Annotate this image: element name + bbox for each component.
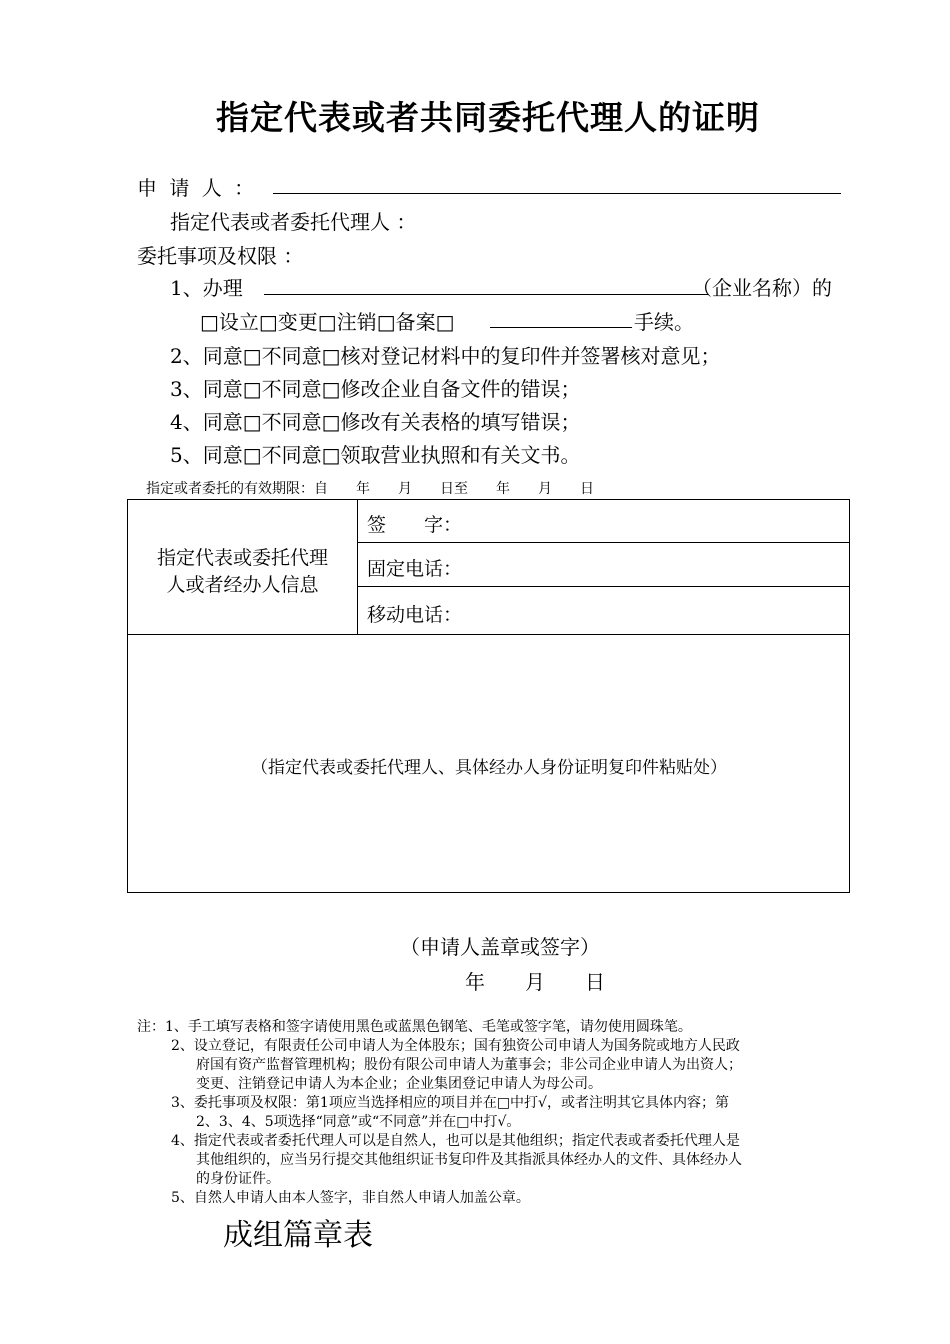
item4[interactable]: 4、同意□不同意□修改有关表格的填写错误； — [170, 410, 581, 434]
other-procedure-field[interactable] — [490, 327, 632, 328]
agent-info-label-line1: 指定代表或委托代理 — [156, 547, 328, 569]
item3[interactable]: 3、同意□不同意□修改企业自备文件的错误； — [170, 377, 581, 401]
note-4b: 其他组织的，应当另行提交其他组织证书复印件及其指派具体经办人的文件、具体经办人 — [196, 1152, 742, 1168]
page-title: 指定代表或者共同委托代理人的证明 — [216, 98, 760, 137]
item2[interactable]: 2、同意□不同意□核对登记材料中的复印件并签署核对意见； — [170, 344, 721, 368]
mobile-field[interactable]: 移动电话： — [367, 604, 463, 626]
note-2c: 变更、注销登记申请人为本企业；企业集团登记申请人为母公司。 — [196, 1076, 602, 1092]
item1-options[interactable]: □设立□变更□注销□备案□ — [200, 310, 455, 334]
item5[interactable]: 5、同意□不同意□领取营业执照和有关文书。 — [170, 443, 581, 467]
table-divider-row2 — [357, 586, 850, 587]
note-3b: 2、3、4、5项选择“同意”或“不同意”并在□中打√。 — [196, 1114, 521, 1130]
table-divider-vertical — [357, 499, 358, 635]
applicant-field[interactable] — [273, 193, 841, 194]
note-3a: 3、委托事项及权限：第1项应当选择相应的项目并在□中打√，或者注明其它具体内容；第 — [171, 1095, 729, 1111]
applicant-label: 申 请 人 ： — [137, 176, 258, 200]
company-name-field[interactable] — [264, 294, 708, 295]
item1-prefix: 1、办理 — [170, 276, 243, 300]
footer-text: 成组篇章表 — [223, 1218, 373, 1253]
agent-info-label-line2: 人或者经办人信息 — [166, 574, 319, 596]
sign-field[interactable]: 签 字： — [367, 514, 463, 536]
seal-or-signature: （申请人盖章或签字） — [400, 935, 600, 959]
note-5: 5、自然人申请人由本人签字，非自然人申请人加盖公章。 — [171, 1190, 530, 1206]
item1-suffix: （企业名称）的 — [692, 276, 832, 300]
validity-period: 指定或者委托的有效期限：自 年 月 日至 年 月 日 — [146, 481, 594, 497]
landline-field[interactable]: 固定电话： — [367, 558, 463, 580]
note-2b: 府国有资产监督管理机构；股份有限公司申请人为董事会；非公司企业申请人为出资人； — [196, 1057, 742, 1073]
note-4c: 的身份证件。 — [196, 1171, 280, 1187]
table-divider-row3 — [127, 634, 850, 635]
seal-date: 年 月 日 — [465, 970, 605, 994]
id-copy-paste-area: （指定代表或委托代理人、具体经办人身份证明复印件粘贴处） — [251, 758, 727, 778]
agent-label: 指定代表或者委托代理人 ： — [170, 210, 417, 234]
note-1: 注：1、手工填写表格和签字请使用黑色或蓝黑色钢笔、毛笔或签字笔，请勿使用圆珠笔。 — [137, 1019, 692, 1035]
authority-label: 委托事项及权限 ： — [137, 244, 304, 268]
item1b-suffix: 手续。 — [634, 310, 694, 334]
table-divider-row1 — [357, 542, 850, 543]
note-2a: 2、设立登记，有限责任公司申请人为全体股东；国有独资公司申请人为国务院或地方人民政 — [171, 1038, 740, 1054]
note-4a: 4、指定代表或者委托代理人可以是自然人，也可以是其他组织；指定代表或者委托代理人是 — [171, 1133, 740, 1149]
